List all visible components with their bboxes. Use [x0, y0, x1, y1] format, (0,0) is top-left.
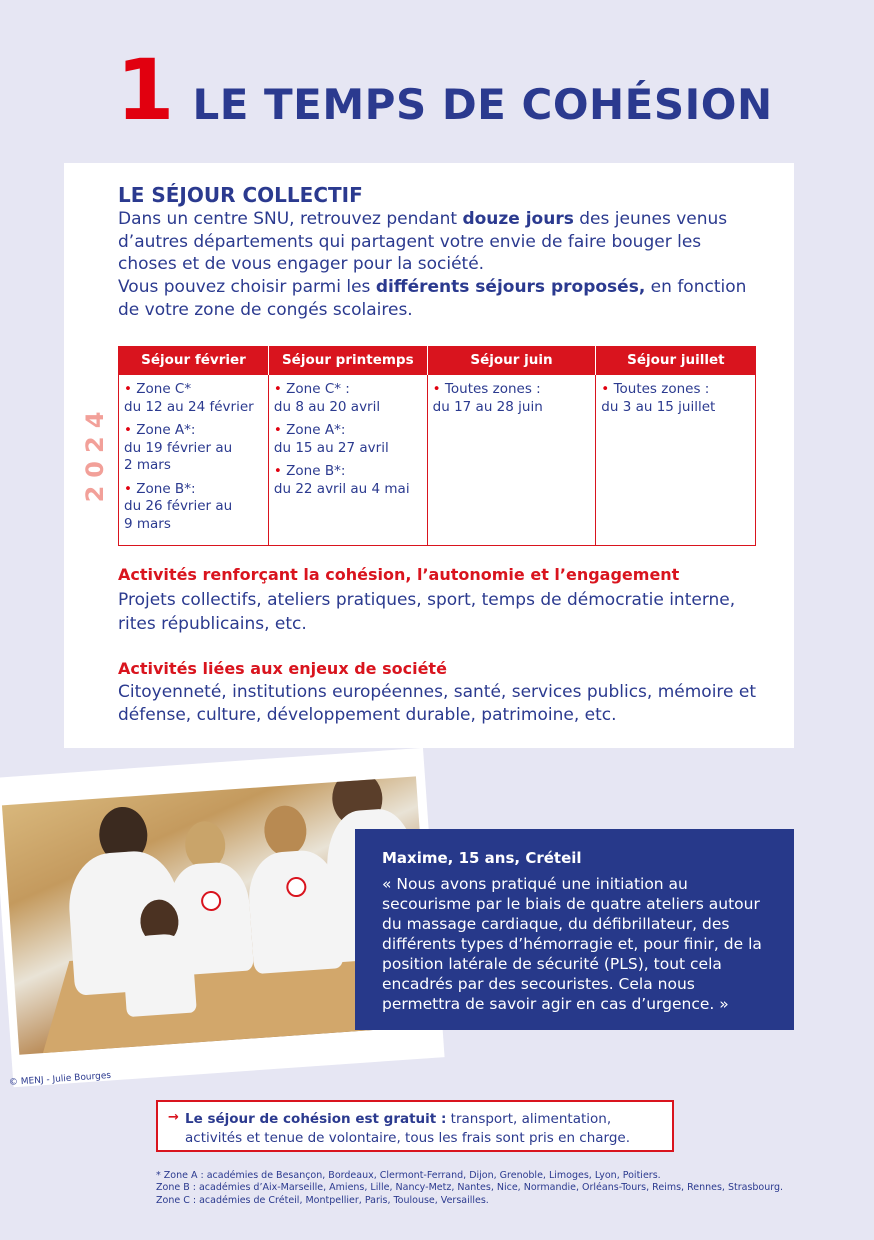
activities-cohesion-title: Activités renforçant la cohésion, l’autonomie et l’engagement	[118, 565, 680, 584]
list-item: • Zone A*: du 15 au 27 avril	[273, 422, 389, 456]
sejour-table	[118, 346, 756, 546]
header-printemps: Séjour printemps	[268, 346, 427, 375]
cell-juin	[427, 375, 596, 546]
list-item: • Toutes zones : du 17 au 28 juin	[432, 381, 543, 415]
header-fevrier: Séjour février	[119, 346, 269, 375]
list-item: • Zone B*: du 22 avril au 4 mai	[273, 463, 410, 497]
cell-juillet	[596, 375, 756, 546]
chapter-number: 1	[116, 41, 175, 139]
list-item: • Zone C* : du 8 au 20 avril	[273, 381, 381, 415]
activities-society-title: Activités liées aux enjeux de société	[118, 659, 447, 678]
free-notice: → Le séjour de cohésion est gratuit : transport, alimentation, activités et tenue de volontaire, tous les frais sont pris en charge.	[156, 1100, 674, 1152]
footnotes	[156, 1170, 856, 1207]
year-label: 2024	[81, 403, 109, 503]
testimonial-box	[355, 829, 794, 1030]
list-item: • Zone B*: du 26 février au 9 mars	[124, 480, 233, 532]
photo-credit: © MENJ - Julie Bourges	[8, 1070, 112, 1088]
chapter-title: LE TEMPS DE COHÉSION	[192, 80, 773, 129]
cell-fevrier	[119, 375, 269, 546]
list-item: • Zone A*: du 19 février au 2 mars	[124, 422, 233, 473]
footnote-zone-c: Zone C : académies de Créteil, Montpellier, Paris, Toulouse, Versailles.	[156, 1194, 489, 1206]
arrow-right-icon: →	[168, 1110, 179, 1125]
section-title: LE SÉJOUR COLLECTIF	[118, 183, 363, 207]
intro-text: Dans un centre SNU, retrouvez pendant douze jours des jeunes venus d’autres départements qui partagent votre envie de faire bouger les choses et de vous engager pour la société. Vous pouvez choisir parmi les différents séjours proposés, en fonction de votre zone de congés scolaires.	[118, 209, 747, 320]
list-item: • Zone C* du 12 au 24 février	[124, 381, 254, 415]
header-juin: Séjour juin	[427, 346, 596, 375]
page-title	[116, 41, 773, 139]
list-item: • Toutes zones : du 3 au 15 juillet	[601, 381, 716, 415]
cell-printemps	[268, 375, 427, 546]
activities-society-text: Citoyenneté, institutions européennes, santé, services publics, mémoire et défense, culture, développement durable, patrimoine, etc.	[118, 682, 757, 725]
footnote-zone-a: * Zone A : académies de Besançon, Bordeaux, Clermont-Ferrand, Dijon, Grenoble, Limoges, Lyon, Poitiers.	[156, 1170, 661, 1181]
footnote-zone-b: Zone B : académies d’Aix-Marseille, Amiens, Lille, Nancy-Metz, Nantes, Nice, Normandie, Orléans-Tours, Reims, Rennes, Strasbourg.	[156, 1182, 784, 1194]
header-juillet: Séjour juillet	[596, 346, 756, 375]
testimonial-text: « Nous avons pratiqué une initiation au secourisme par le biais de quatre ateliers autour du massage cardiaque, du défibrillateur, des différents types d’hémorragie et, pour finir, de la position latérale de sécurité (PLS), tout cela encadrés par des secouristes. Cela nous permettra de savoir agir en cas d’urgence. »	[382, 875, 762, 1013]
activities-cohesion-text: Projets collectifs, ateliers pratiques, sport, temps de démocratie interne, rites républicains, etc.	[118, 590, 736, 634]
testimonial-author: Maxime, 15 ans, Créteil	[382, 849, 582, 867]
